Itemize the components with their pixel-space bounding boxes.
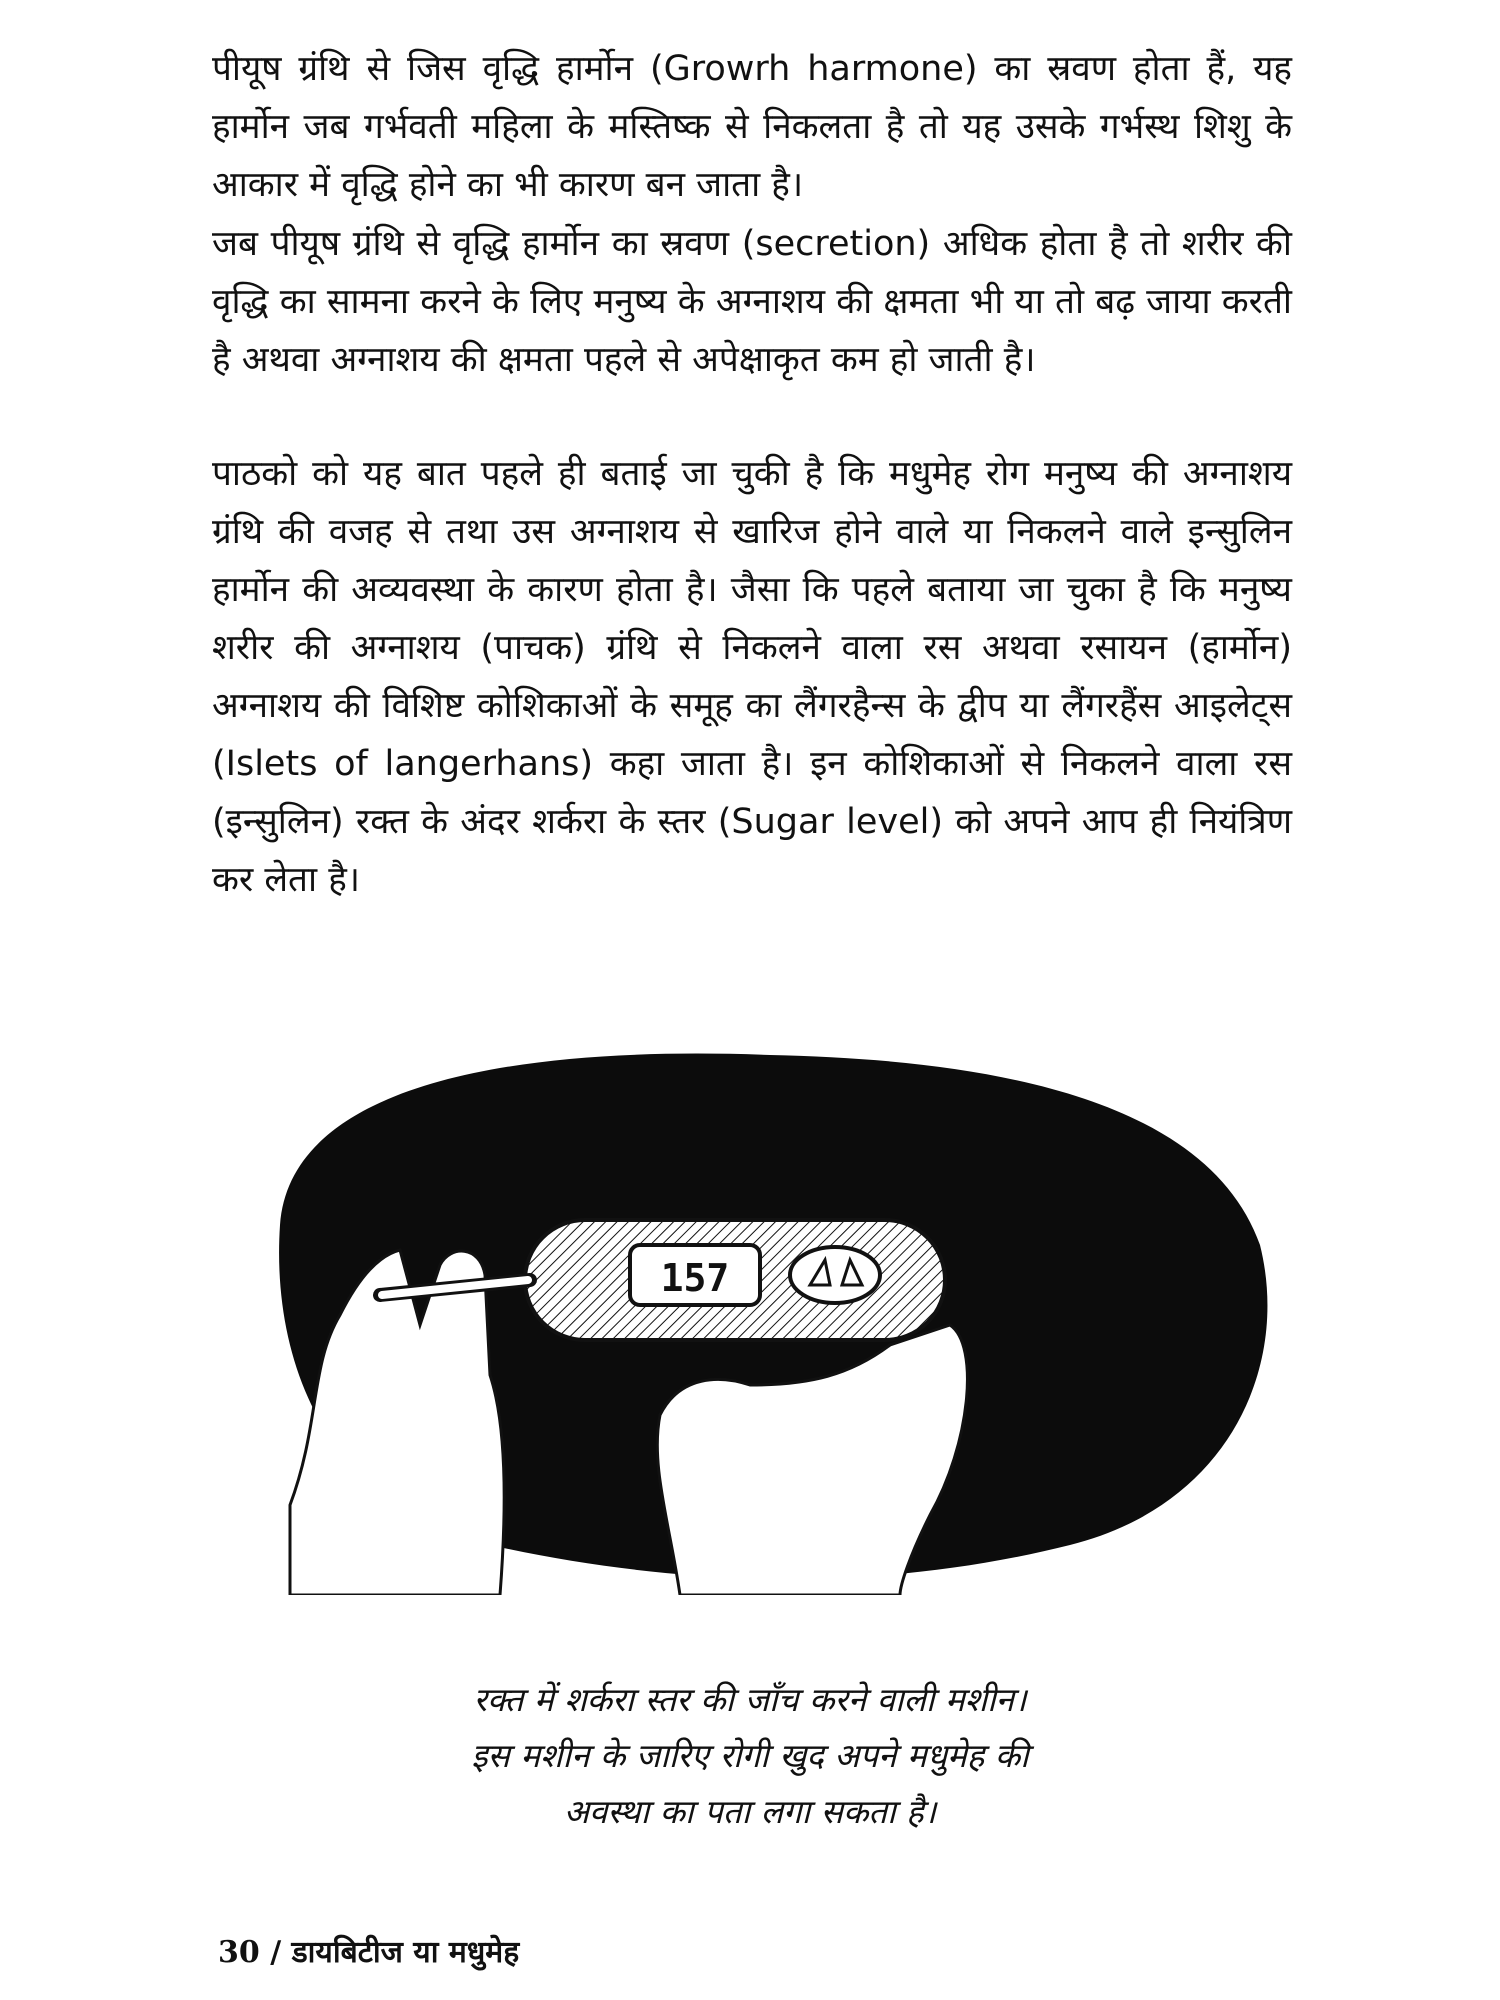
- paragraph-pancreas-insulin: पाठको को यह बात पहले ही बताई जा चुकी है कि मधुमेह रोग मनुष्य की अग्नाशय ग्रंथि की वजह से तथा उस अग्नाशय से खारिज होने वाले या निकलने वाले इन्सुलिन हार्मोन की अव्यवस्था के कारण होता है। जैसा कि पहले बताया जा चुका है कि मनुष्य शरीर की अग्नाशय (पाचक) ग्रंथि से निकलने वाला रस अथवा रसायन (हार्मोन) अग्नाशय की विशिष्ट कोशिकाओं के समूह का लैंगरहैन्स के द्वीप या लैंगरहैंस आइलेट्स (Islets of langerhans) कहा जाता है। इन कोशिकाओं से निकलने वाला रस (इन्सुलिन) रक्त के अंदर शर्करा के स्तर (Sugar level) को अपने आप ही नियंत्रिण कर लेता है।: [212, 454, 1292, 900]
- meter-buttons: [790, 1247, 880, 1303]
- page-footer: 30 / डायबिटीज या मधुमेह: [218, 1935, 520, 1970]
- caption-line-2: इस मशीन के जारिए रोगी खुद अपने मधुमेह की: [471, 1736, 1029, 1775]
- caption-line-1: रक्त में शर्करा स्तर की जाँच करने वाली मशीन।: [473, 1680, 1027, 1719]
- paragraph-secretion: जब पीयूष ग्रंथि से वृद्धि हार्मोन का स्रवण (secretion) अधिक होता है तो शरीर की वृद्धि का सामना करने के लिए मनुष्य के अग्नाशय की क्षमता भी या तो बढ़ जाया करती है अथवा अग्नाशय की क्षमता पहले से अपेक्षाकृत कम हो जाती है।: [212, 224, 1292, 380]
- glucose-meter-illustration: [250, 1045, 1290, 1595]
- caption-line-3: अवस्था का पता लगा सकता है।: [563, 1792, 937, 1831]
- paragraph-growth-hormone: पीयूष ग्रंथि से जिस वृद्धि हार्मोन (Growrh harmone) का स्रवण होता हैं, यह हार्मोन जब गर्भवती महिला के मस्तिष्क से निकलता है तो यह उसके गर्भस्थ शिशु के आकार में वृद्धि होने का भी कारण बन जाता है।: [212, 49, 1292, 205]
- meter-reading: 157: [660, 1256, 730, 1300]
- figure-caption: [300, 1672, 1200, 1840]
